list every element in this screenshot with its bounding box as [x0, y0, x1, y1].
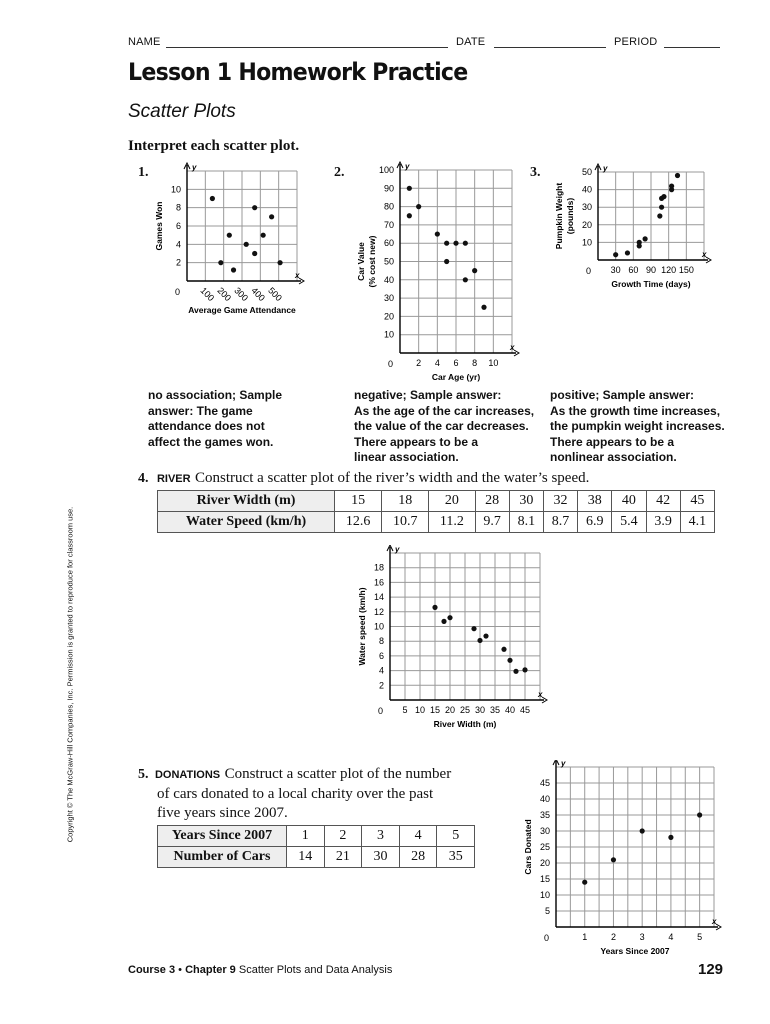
- table-cell: 3: [362, 826, 400, 847]
- answer-1-line: attendance does not: [148, 419, 265, 434]
- y-tick-label: 8: [378, 636, 384, 647]
- y-axis-label: Games Won: [154, 201, 164, 251]
- table-cell: 11.2: [429, 512, 475, 533]
- y-tick-label: 40: [581, 184, 592, 195]
- x-tick-label: 8: [472, 358, 478, 368]
- y-tick-label: 5: [544, 906, 550, 916]
- x-tick-label: 10: [488, 358, 499, 368]
- y-tick-label: 100: [378, 165, 394, 175]
- y-tick-label: 50: [581, 167, 592, 177]
- y-tick-label: 16: [373, 577, 384, 588]
- origin-label: 0: [378, 706, 384, 716]
- x-tick-label: 200: [215, 285, 234, 304]
- x-tick-label: 30: [610, 265, 621, 275]
- y-tick-label: 15: [539, 874, 550, 884]
- x-tick-label: 30: [474, 705, 486, 715]
- x-axis-name: x: [538, 690, 543, 699]
- y-axis-label: Cars Donated: [523, 819, 533, 875]
- problem-5-text-line: five years since 2007.: [157, 805, 288, 821]
- problem-5-label: DONATIONS: [154, 769, 221, 781]
- water-speed-header: Water Speed (km/h): [158, 512, 335, 533]
- y-tick-label: 2: [175, 257, 181, 268]
- y-tick-label: 4: [378, 665, 384, 676]
- x-tick-label: 20: [444, 705, 456, 715]
- answer-2-line: linear association.: [354, 450, 459, 465]
- name-line: [166, 47, 448, 48]
- data-point: [697, 812, 702, 817]
- x-tick-label: 35: [489, 705, 501, 715]
- footer-chapter-title: Scatter Plots and Data Analysis: [238, 964, 393, 976]
- y-tick-label: 10: [383, 329, 394, 340]
- data-point: [611, 857, 616, 862]
- footer-course: [128, 964, 392, 976]
- data-point: [453, 241, 458, 246]
- table-cell: 4: [399, 826, 437, 847]
- data-point: [252, 205, 257, 210]
- data-point: [416, 204, 421, 209]
- x-tick-label: 500: [266, 285, 284, 304]
- y-tick-label: 40: [539, 794, 550, 804]
- chart-river: [350, 545, 550, 745]
- y-tick-label: 50: [383, 256, 394, 267]
- table-cell: 10.7: [382, 512, 429, 533]
- table-cell: 8.1: [509, 512, 543, 533]
- footer-bullet: •: [178, 964, 182, 976]
- origin-label: 0: [586, 266, 592, 276]
- x-axis-name: x: [510, 343, 515, 352]
- y-axis-label: Car Value: [356, 242, 366, 281]
- y-tick-label: 10: [373, 621, 384, 632]
- table-cell: 28: [399, 847, 437, 868]
- origin-label: 0: [388, 359, 394, 369]
- x-tick-label: 3: [639, 932, 645, 942]
- data-point: [659, 205, 664, 210]
- data-point: [231, 267, 236, 272]
- data-point: [471, 626, 476, 631]
- data-point: [507, 658, 512, 663]
- x-axis-name: x: [295, 271, 300, 280]
- y-tick-label: 30: [581, 202, 592, 213]
- table-cell: 5: [437, 826, 475, 847]
- y-tick-label: 40: [383, 274, 394, 285]
- data-point: [227, 233, 232, 238]
- data-point: [675, 173, 680, 178]
- data-point: [513, 669, 518, 674]
- data-point: [407, 213, 412, 218]
- x-axis-label: River Width (m): [433, 719, 497, 729]
- data-point: [657, 213, 662, 218]
- answer-3-line: positive; Sample answer:: [550, 388, 695, 402]
- data-point: [463, 241, 468, 246]
- problem-4-statement: [138, 469, 589, 487]
- period-label: PERIOD: [614, 36, 658, 48]
- data-point: [477, 638, 482, 643]
- origin-label: 0: [544, 933, 550, 943]
- data-point: [625, 250, 630, 255]
- y-tick-label: 4: [175, 239, 181, 250]
- y-tick-label: 10: [539, 890, 550, 900]
- data-point: [441, 619, 446, 624]
- data-point: [481, 305, 486, 310]
- answer-2-line: negative; Sample answer:: [354, 388, 502, 402]
- y-tick-label: 2: [378, 680, 384, 691]
- answer-3: [550, 388, 740, 466]
- table-cell: 28: [475, 491, 509, 512]
- table-cell: 18: [382, 491, 429, 512]
- y-tick-label: 10: [170, 184, 181, 195]
- x-tick-label: 120: [661, 265, 677, 275]
- y-axis-name: y: [192, 163, 197, 172]
- data-point: [463, 277, 468, 282]
- table-cell: 6.9: [578, 512, 612, 533]
- period-line: [664, 47, 720, 48]
- table-cell: 2: [324, 826, 362, 847]
- page-number: 129: [698, 961, 724, 978]
- river-width-row: [158, 491, 715, 512]
- problem-3-number: 3.: [530, 165, 541, 180]
- x-tick-label: 40: [504, 705, 516, 715]
- cars-row: [158, 847, 475, 868]
- problem-4-number: 4.: [138, 471, 149, 486]
- date-line: [494, 47, 606, 48]
- x-tick-label: 45: [519, 705, 531, 715]
- data-point: [669, 183, 674, 188]
- table-cell: 4.1: [680, 512, 714, 533]
- page-title: Lesson 1 Homework Practice: [128, 58, 468, 86]
- x-tick-label: 5: [402, 705, 408, 715]
- x-tick-label: 6: [453, 358, 459, 368]
- problem-2-number: 2.: [334, 165, 345, 180]
- y-tick-label: 20: [539, 858, 550, 868]
- data-point: [444, 241, 449, 246]
- y-tick-label: 6: [378, 650, 384, 661]
- x-tick-label: 4: [434, 358, 440, 368]
- data-point: [277, 260, 282, 265]
- table-cell: 3.9: [646, 512, 680, 533]
- table-cell: 12.6: [335, 512, 382, 533]
- data-point: [472, 268, 477, 273]
- table-cell: 9.7: [475, 512, 509, 533]
- footer-course-name: Course 3: [128, 964, 176, 976]
- answer-1-line: no association; Sample: [148, 388, 283, 402]
- table-cell: 32: [543, 491, 577, 512]
- table-cell: 30: [362, 847, 400, 868]
- data-point: [643, 236, 648, 241]
- y-tick-label: 8: [175, 202, 181, 213]
- y-tick-label: 30: [539, 826, 550, 836]
- answer-2: [354, 388, 554, 466]
- data-point: [218, 260, 223, 265]
- data-point: [261, 233, 266, 238]
- y-tick-label: 80: [383, 201, 394, 212]
- y-axis-label: (% cost new): [367, 235, 377, 288]
- table-cell: 15: [335, 491, 382, 512]
- x-tick-label: 5: [697, 932, 703, 942]
- x-axis-label: Car Age (yr): [431, 372, 481, 382]
- x-tick-label: 25: [459, 705, 471, 715]
- y-tick-label: 90: [383, 183, 394, 194]
- answer-3-line: the pumpkin weight increases.: [550, 419, 725, 434]
- cars-header: Number of Cars: [158, 847, 287, 868]
- data-point: [582, 880, 587, 885]
- y-tick-label: 18: [373, 562, 384, 573]
- table-cell: 42: [646, 491, 680, 512]
- y-axis-name: y: [603, 164, 608, 173]
- answer-1: [148, 388, 348, 450]
- data-point: [432, 605, 437, 610]
- table-cell: 30: [509, 491, 543, 512]
- x-tick-label: 90: [645, 265, 657, 275]
- x-tick-label: 4: [668, 932, 674, 942]
- table-cell: 45: [680, 491, 714, 512]
- data-point: [407, 186, 412, 191]
- data-point: [640, 828, 645, 833]
- x-tick-label: 100: [198, 285, 217, 304]
- data-point: [244, 242, 249, 247]
- answer-2-line: As the age of the car increases,: [354, 403, 535, 418]
- answer-3-line: nonlinear association.: [550, 450, 677, 465]
- table-cell: 40: [612, 491, 646, 512]
- y-axis-label: (pounds): [565, 197, 575, 235]
- y-tick-label: 20: [581, 219, 592, 230]
- table-cell: 1: [287, 826, 325, 847]
- problem-5-text-line: of cars donated to a local charity over the past: [157, 786, 434, 802]
- y-axis-name: y: [561, 760, 566, 768]
- river-table: [157, 490, 715, 533]
- x-axis-label: Years Since 2007: [600, 946, 670, 956]
- table-cell: 35: [437, 847, 475, 868]
- y-tick-label: 10: [581, 237, 592, 248]
- y-tick-label: 35: [539, 810, 550, 820]
- date-label: DATE: [456, 36, 486, 48]
- river-width-header: River Width (m): [158, 491, 335, 512]
- x-axis-label: Growth Time (days): [611, 279, 691, 289]
- y-axis-label: Pumpkin Weight: [554, 182, 564, 250]
- data-point: [668, 835, 673, 840]
- data-point: [483, 633, 488, 638]
- years-row: [158, 826, 475, 847]
- chart-games-won: [150, 160, 335, 320]
- y-tick-label: 45: [539, 778, 550, 788]
- answer-2-line: the value of the car decreases.: [354, 419, 529, 434]
- table-cell: 38: [578, 491, 612, 512]
- years-header: Years Since 2007: [158, 826, 287, 847]
- table-cell: 14: [287, 847, 325, 868]
- problem-5-text-line: Construct a scatter plot of the number: [224, 766, 452, 782]
- table-cell: 20: [429, 491, 475, 512]
- y-tick-label: 6: [175, 221, 181, 231]
- donations-table: [157, 825, 475, 868]
- answer-3-line: As the growth time increases,: [550, 403, 721, 418]
- table-cell: 21: [324, 847, 362, 868]
- y-tick-label: 20: [383, 311, 394, 322]
- name-label: NAME: [128, 36, 161, 48]
- data-point: [444, 259, 449, 264]
- chart-donations: [510, 760, 735, 960]
- chart-car-value: [350, 160, 530, 388]
- problem-1-number: 1.: [138, 165, 149, 180]
- chart-pumpkin-weight: [550, 160, 720, 295]
- instruction: Interpret each scatter plot.: [128, 138, 300, 154]
- data-point: [522, 667, 527, 672]
- x-tick-label: 2: [416, 358, 422, 368]
- data-point: [447, 615, 452, 620]
- x-axis-name: x: [712, 917, 717, 926]
- y-axis-name: y: [395, 545, 400, 554]
- data-point: [637, 240, 642, 245]
- problem-4-text: Construct a scatter plot of the river’s width and the water’s speed.: [195, 470, 590, 486]
- x-tick-label: 300: [232, 285, 251, 304]
- answer-2-line: There appears to be a: [354, 434, 479, 449]
- x-axis-label: Average Game Attendance: [188, 305, 296, 315]
- table-cell: 8.7: [543, 512, 577, 533]
- x-tick-label: 400: [249, 285, 267, 304]
- answer-1-line: answer: The game: [148, 403, 253, 418]
- y-axis-label: Water speed (km/h): [357, 587, 367, 666]
- data-point: [435, 231, 440, 236]
- data-point: [661, 194, 666, 199]
- y-tick-label: 14: [373, 592, 384, 603]
- data-point: [269, 214, 274, 219]
- x-tick-label: 1: [582, 932, 588, 942]
- x-tick-label: 2: [610, 932, 616, 942]
- page-subtitle: Scatter Plots: [128, 101, 236, 122]
- y-tick-label: 30: [383, 293, 394, 304]
- data-point: [501, 647, 506, 652]
- x-tick-label: 10: [414, 705, 426, 715]
- x-tick-label: 15: [429, 705, 441, 715]
- x-tick-label: 150: [678, 265, 694, 275]
- copyright-notice: Copyright © The McGraw-Hill Companies, Inc. Permission is granted to reproduce for classroom use.: [65, 506, 75, 843]
- data-point: [613, 252, 618, 257]
- y-tick-label: 12: [373, 606, 384, 617]
- data-point: [210, 196, 215, 201]
- footer-chapter: Chapter 9: [185, 964, 236, 976]
- origin-label: 0: [175, 287, 181, 297]
- x-tick-label: 60: [628, 265, 639, 275]
- problem-4-label: RIVER: [156, 473, 191, 485]
- y-axis-name: y: [405, 162, 410, 171]
- problem-5-number: 5.: [138, 767, 149, 782]
- answer-1-line: affect the games won.: [148, 434, 274, 449]
- data-point: [252, 251, 257, 256]
- table-cell: 5.4: [612, 512, 646, 533]
- y-tick-label: 70: [383, 219, 394, 230]
- problem-5-statement: [138, 764, 451, 823]
- y-tick-label: 25: [539, 842, 550, 852]
- water-speed-row: [158, 512, 715, 533]
- answer-3-line: There appears to be a: [550, 434, 675, 449]
- x-axis-name: x: [702, 250, 707, 259]
- y-tick-label: 60: [383, 238, 394, 249]
